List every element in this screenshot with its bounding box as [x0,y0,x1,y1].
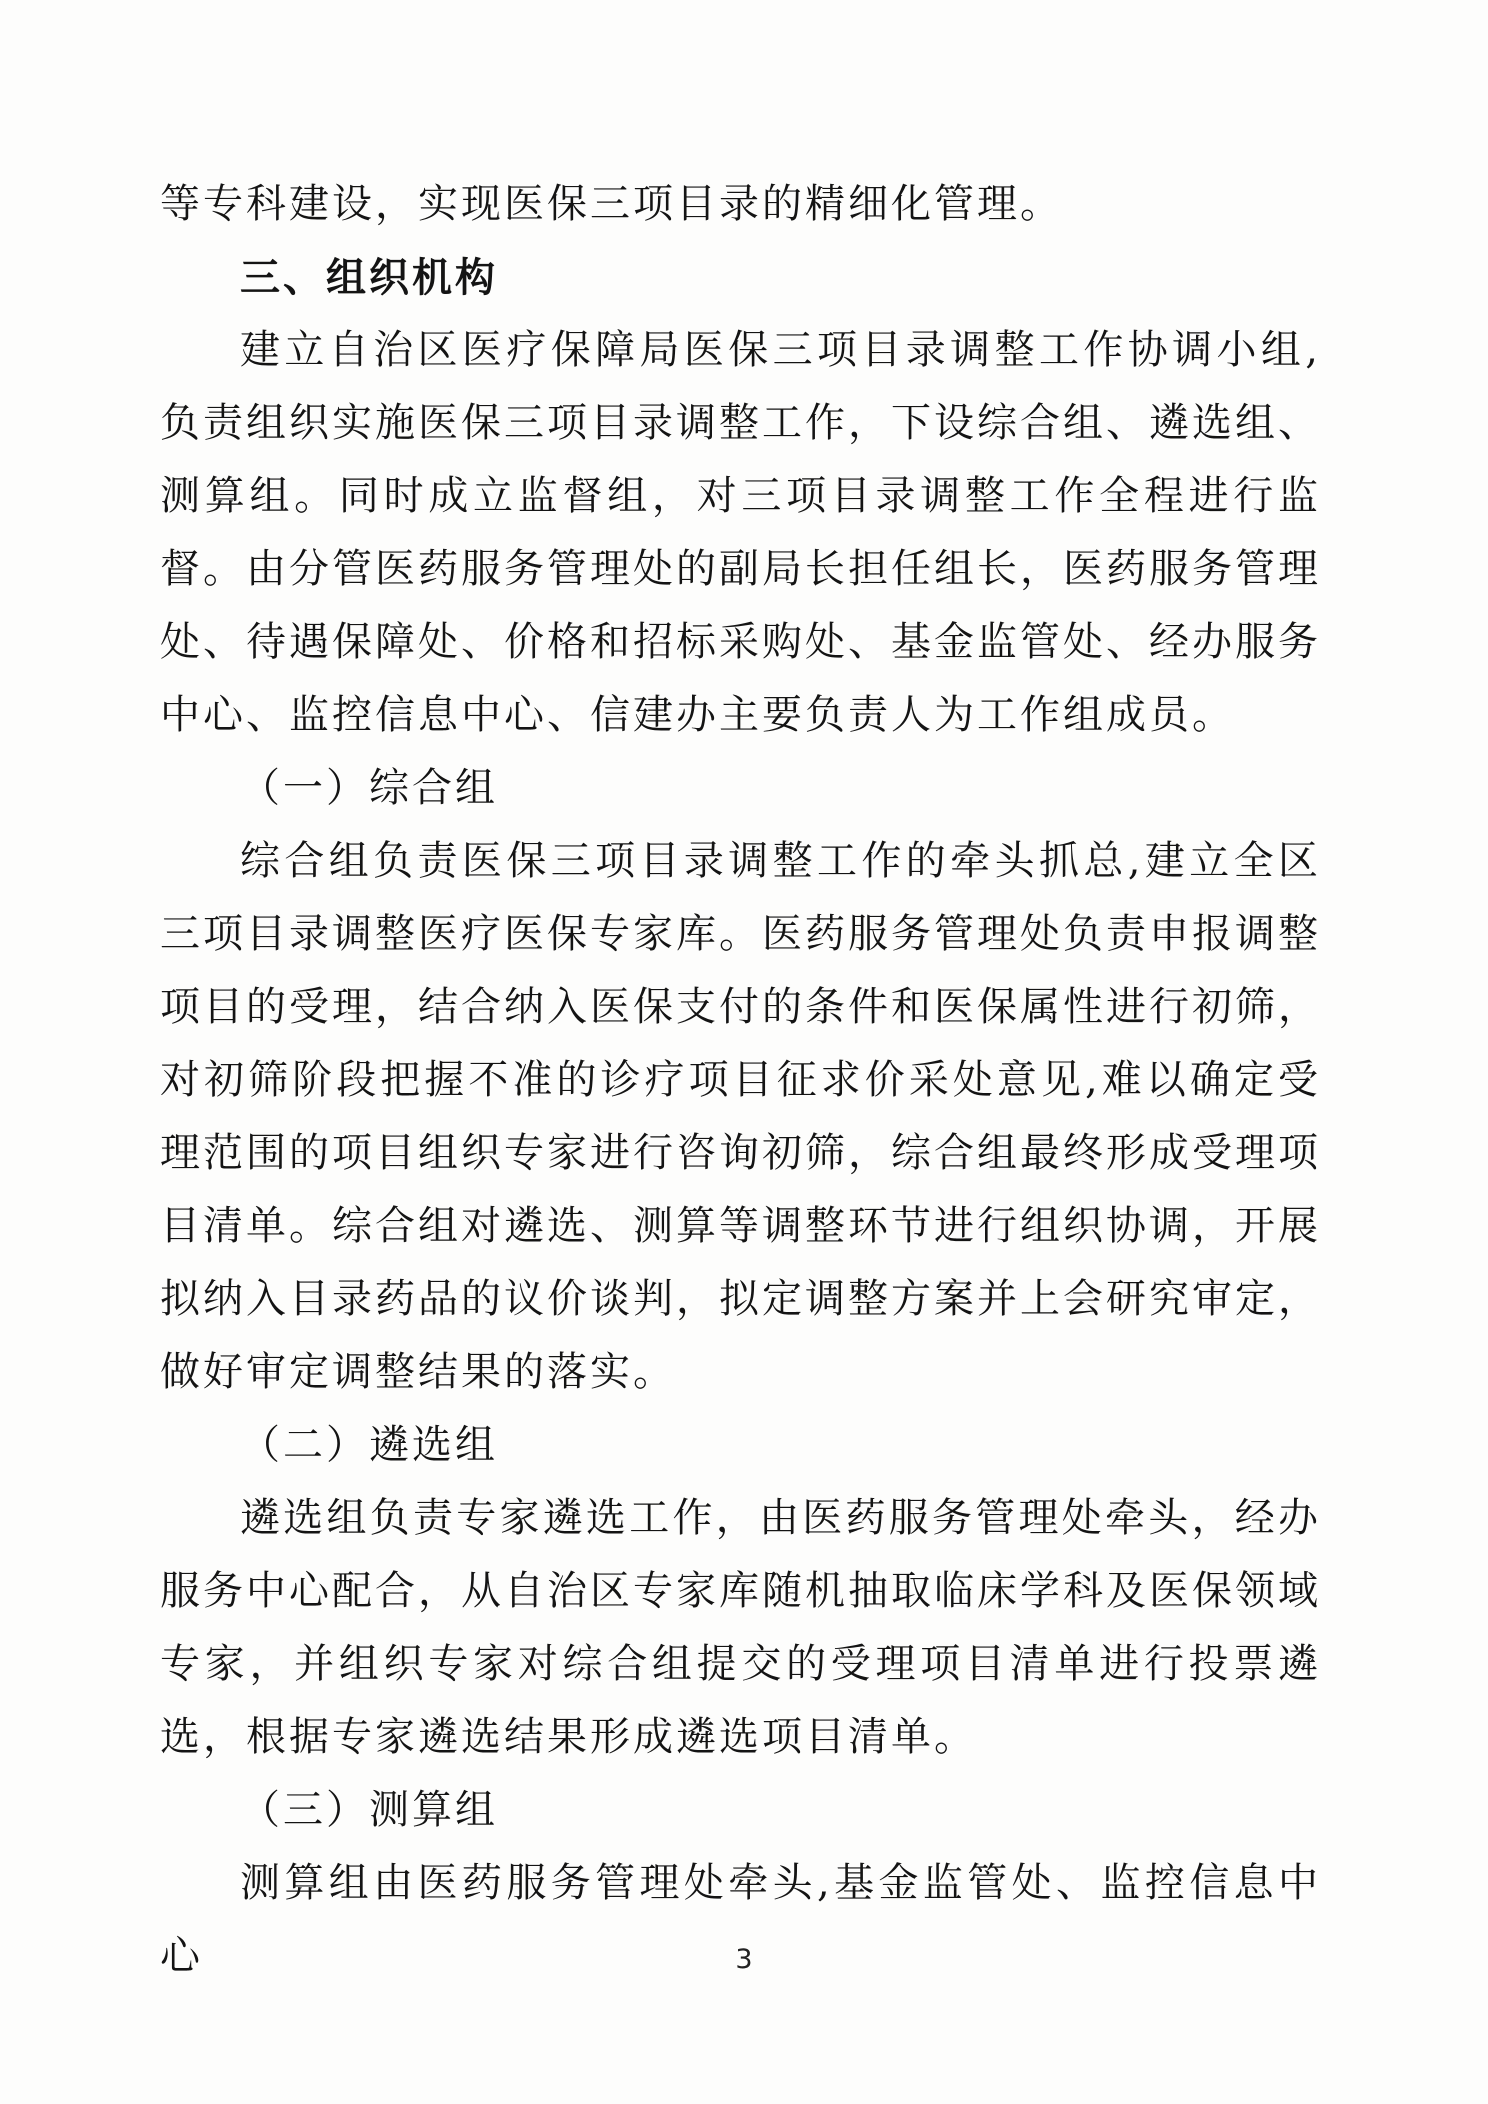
section-heading-organization: 三、组织机构 [240,254,498,301]
paragraph-comprehensive-group: 综合组负责医保三项目录调整工作的牵头抓总,建立全区三项目录调整医疗医保专家库。医药服务管理处负责申报调整项目的受理，结合纳入医保支付的条件和医保属性进行初筛，对初筛阶段把握不准的诊疗项目征求价采处意见,难以确定受理范围的项目组织专家进行咨询初筛，综合组最终形成受理项目清单。综合组对遴选、测算等调整环节进行组织协调，开展拟纳入目录药品的议价谈判，拟定调整方案并上会研究审定，做好审定调整结果的落实。 [160,838,1321,1395]
page-number: 3 [735,1944,753,1975]
paragraph-calculation-group: 测算组由医药服务管理处牵头,基金监管处、监控信息中心 [160,1860,1321,1979]
paragraph-continuation: 等专科建设，实现医保三项目录的精细化管理。 [160,181,1063,227]
paragraph-coordination-group: 建立自治区医疗保障局医保三项目录调整工作协调小组,负责组织实施医保三项目录调整工作，下设综合组、遴选组、测算组。同时成立监督组，对三项目录调整工作全程进行监督。由分管医药服务管理处的副局长担任组长，医药服务管理处、待遇保障处、价格和招标采购处、基金监管处、经办服务中心、监控信息中心、信建办主要负责人为工作组成员。 [160,327,1321,738]
subsection-heading-comprehensive-group: （一）综合组 [240,765,498,811]
document-body [160,168,1321,1993]
paragraph-selection-group: 遴选组负责专家遴选工作，由医药服务管理处牵头，经办服务中心配合，从自治区专家库随机抽取临床学科及医保领域专家，并组织专家对综合组提交的受理项目清单进行投票遴选，根据专家遴选结果形成遴选项目清单。 [160,1495,1321,1760]
subsection-heading-calculation-group: （三）测算组 [240,1787,498,1833]
subsection-heading-selection-group: （二）遴选组 [240,1422,498,1468]
